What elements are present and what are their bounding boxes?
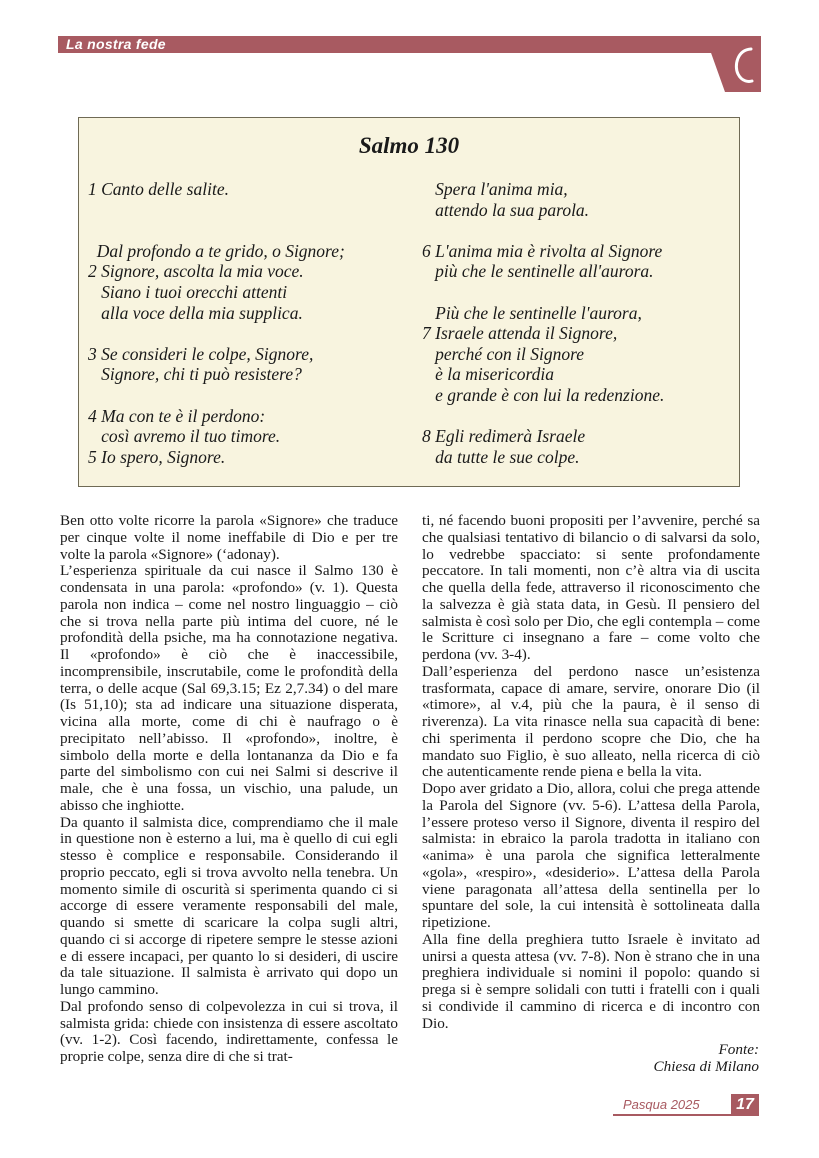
psalm-line: [88, 220, 408, 241]
corner-crescent-icon: [705, 36, 761, 92]
psalm-box: [78, 117, 740, 487]
psalm-line: da tutte le sue colpe.: [422, 446, 580, 467]
page-footer: [613, 1094, 759, 1116]
psalm-line: 8 Egli redimerà Israele: [422, 426, 586, 447]
psalm-line: Spera l'anima mia,: [422, 179, 568, 199]
psalm-line: 2 Signore, ascolta la mia voce.: [88, 261, 304, 282]
article-paragraph: Dall’esperienza del perdono nasce un’esistenza trasformata, capace di amare, servire, onorare Dio (il «timore», al v.4, più che la paura, è il senso di riverenza). La vita rinasce nella sua capacità di bene: chi sperimenta il perdono scopre che Dio, che ha mandato suo Figlio, è suo alleato, nella ricerca di ciò che autenticamente rende piena e bella la vita.: [422, 662, 760, 781]
article-paragraph: L’esperienza spirituale da cui nasce il Salmo 130 è condensata in una parola: «profondo» (v. 1). Questa parola non indica – come nel nostro linguaggio – ciò che si trova nella parte più intima del cuore, né le profondità della psiche, ma ha connotazione negativa. Il «profondo» è ciò che è inaccessibile, incomprensibile, inscrutabile, come le profondità della terra, o delle acque (Sal 69,3.15; Ez 2,7.34) o del mare (Is 51,10); sta ad indicare una situazione disperata, vicina alla morte, come di chi è naufrago o è precipitato nell’abisso. Il «profondo», inoltre, è simbolo della morte e della lontananza da Dio e fa parte del simbolismo con cui nei Salmi si descrive il male, che è una fossa, un vischio, una palude, un abisso che inghiotte.: [60, 562, 398, 814]
psalm-line: più che le sentinelle all'aurora.: [422, 261, 654, 282]
article-paragraph: Dal profondo senso di colpevolezza in cui si trova, il salmista grida: chiede con insistenza di essere ascoltato (vv. 1-2). Così facendo, indirettamente, confessa le proprie colpe, senza dire di che si trat-: [60, 997, 398, 1065]
source-label: Fonte:: [718, 1041, 759, 1058]
article-paragraph: Da quanto il salmista dice, comprendiamo che il male in questione non è esterno a lui, ma è quello di cui egli stesso è complice e responsabile. Considerando il proprio peccato, egli si trova avvolto nella tenebra. Un momento simile di oscurità si sperimenta quando ci si accorge di essere veramente responsabili del male, quando si smette di scaricare la colpa sugli altri, quando ci si accorge di ripetere sempre le stesse azioni e di essere incapaci, per quanto lo si desideri, di uscire da tale situazione. Il salmista è arrivato qui dopo un lungo cammino.: [60, 813, 398, 998]
psalm-line: [422, 282, 742, 303]
source-name: Chiesa di Milano: [653, 1058, 759, 1075]
psalm-line: 3 Se consideri le colpe, Signore,: [88, 343, 314, 364]
article-left-column: [60, 513, 398, 1066]
psalm-line: [88, 323, 408, 344]
section-header-band: [58, 36, 760, 53]
psalm-line: così avremo il tuo timore.: [88, 426, 281, 447]
psalm-line: [422, 220, 742, 241]
footer-rule: [613, 1114, 733, 1116]
psalm-line: 5 Io spero, Signore.: [88, 446, 226, 467]
psalm-line: [88, 200, 408, 221]
article-right-column: [422, 513, 760, 1032]
psalm-line: perché con il Signore: [422, 343, 584, 364]
section-label: La nostra fede: [66, 36, 166, 52]
article-paragraph: ti, né facendo buoni propositi per l’avvenire, perché sa che qualsiasi tentativo di bilancio o di salvarsi da solo, lo vedrebbe spacciato: si sente profondamente peccatore. In tali momenti, non c’è altra via di uscita che quella della fede, attraverso il riconoscimento che la salvezza è già stata data, in Gesù. Il pensiero del salmista è così solo per Dio, che egli contempla – come le Scritture ci insegnano a fare – come volto che perdona (vv. 3-4).: [422, 512, 760, 663]
psalm-line: 4 Ma con te è il perdono:: [88, 405, 266, 426]
psalm-line: Dal profondo a te grido, o Signore;: [88, 240, 345, 261]
psalm-line: 1 Canto delle salite.: [88, 179, 229, 199]
psalm-line: [88, 385, 408, 406]
psalm-right-column: [422, 179, 742, 467]
psalm-title: Salmo 130: [358, 133, 460, 158]
psalm-line: attendo la sua parola.: [422, 199, 590, 220]
psalm-line: e grande è con lui la redenzione.: [422, 384, 665, 405]
psalm-line: 7 Israele attenda il Signore,: [422, 323, 618, 344]
article-paragraph: Ben otto volte ricorre la parola «Signore» che traduce per cinque volte il nome ineffabile di Dio e per tre volte la parola «Signore» (‘adonay).: [60, 512, 398, 563]
psalm-left-column: [88, 179, 408, 467]
psalm-line: alla voce della mia supplica.: [88, 302, 303, 323]
page-number: 17: [731, 1094, 759, 1116]
psalm-line: Siano i tuoi orecchi attenti: [88, 281, 288, 302]
psalm-line: 6 L'anima mia è rivolta al Signore: [422, 240, 663, 261]
edition-label: Pasqua 2025: [623, 1097, 700, 1112]
psalm-line: Più che le sentinelle l'aurora,: [422, 302, 642, 323]
article-paragraph: Dopo aver gridato a Dio, allora, colui che prega attende la Parola del Signore (vv. 5-6). L’attesa della Parola, l’essere proteso verso il Signore, diventa il respiro del salmista: in ebraico la parola tradotta in italiano con «anima» è una parola che significa letteralmente «gola», «respiro», «desiderio». L’attesa della Parola viene paragonata all’attesa della sentinella per lo spuntare del sole, la cui intensità è sottolineata dalla ripetizione.: [422, 780, 760, 931]
psalm-line: Signore, chi ti può resistere?: [88, 364, 302, 385]
psalm-line: [422, 406, 742, 427]
article-paragraph: Alla fine della preghiera tutto Israele è invitato ad unirsi a questa attesa (vv. 7-8). Non è strano che in una preghiera individuale si nomini il popolo: quando si prega si è sempre solidali con tutti i fratelli con i quali si condivide il cammino di ricerca e di incontro con Dio.: [422, 930, 760, 1032]
psalm-line: è la misericordia: [422, 364, 555, 385]
